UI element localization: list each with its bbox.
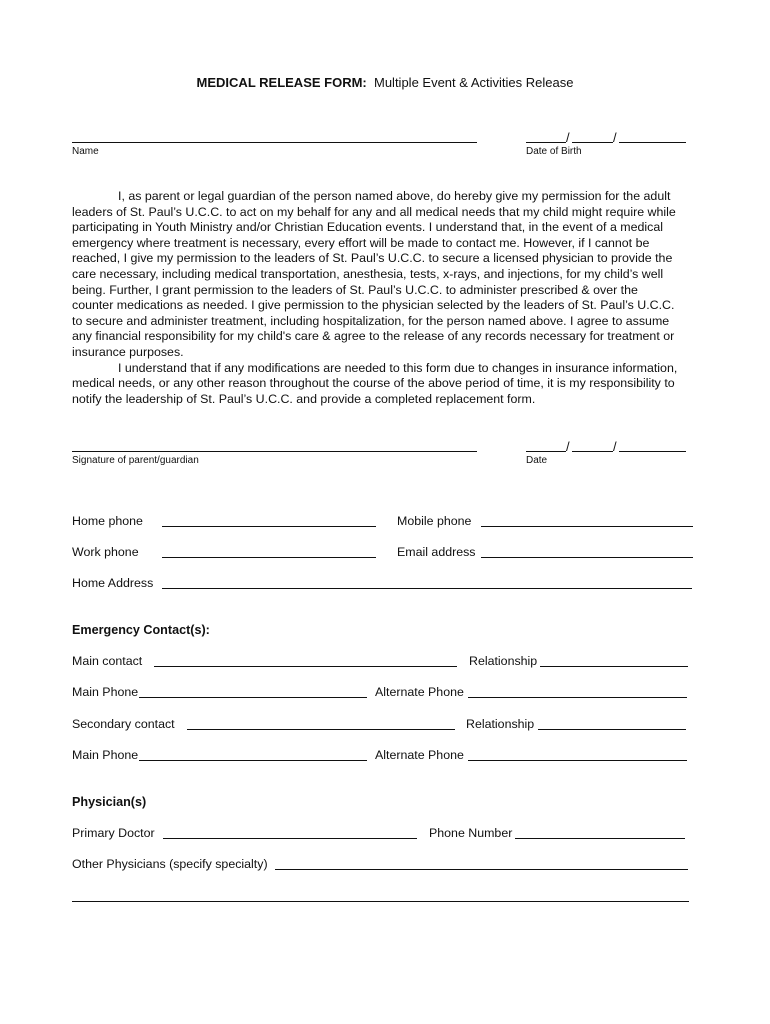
relationship-label-1: Relationship (469, 654, 538, 668)
phone-number-label: Phone Number (429, 826, 513, 840)
title-rest: Multiple Event & Activities Release (374, 75, 574, 90)
date-slash-1: / (566, 439, 570, 454)
title-bold: MEDICAL RELEASE FORM: (196, 75, 367, 90)
work-phone-label: Work phone (72, 545, 139, 559)
consent-line: emergency where treatment is necessary, every effort will be made to contact me. However, if I cannot be (72, 235, 650, 250)
phone-number-field[interactable] (515, 838, 685, 839)
other-physicians-field-extra[interactable] (72, 901, 689, 902)
dob-label: Date of Birth (526, 146, 582, 157)
email-label: Email address (397, 545, 476, 559)
dob-day-field[interactable] (572, 142, 613, 143)
main-phone-label-1: Main Phone (72, 685, 139, 699)
consent-line: notify the leadership of St. Paul’s U.C.C. and provide a completed replacement form. (72, 391, 536, 406)
relationship-field-2[interactable] (538, 729, 686, 730)
mobile-phone-field[interactable] (481, 526, 693, 527)
consent-paragraph-1 (72, 189, 694, 407)
relationship-label-2: Relationship (466, 717, 535, 731)
primary-doctor-label: Primary Doctor (72, 826, 155, 840)
signature-label: Signature of parent/guardian (72, 455, 199, 466)
dob-slash-1: / (566, 130, 570, 145)
primary-doctor-field[interactable] (163, 838, 417, 839)
secondary-contact-field[interactable] (187, 729, 455, 730)
consent-line: participating in Youth Ministry and/or Christian Education events. I understand that, in the event of a medical (72, 220, 663, 235)
alternate-phone-label-1: Alternate Phone (375, 685, 464, 699)
consent-line: medical needs, or any other reason throughout the course of the above period of time, it is my responsibility to (72, 376, 675, 391)
consent-line: leaders of St. Paul’s U.C.C. to act on my behalf for any and all medical needs that my child might require while (72, 204, 676, 219)
consent-line: being. Further, I grant permission to the leaders of St. Paul’s U.C.C. to administer prescribed & over the (72, 282, 638, 297)
date-label: Date (526, 455, 548, 466)
home-address-label: Home Address (72, 576, 154, 590)
email-field[interactable] (481, 557, 693, 558)
consent-line: I, as parent or legal guardian of the person named above, do hereby give my permission for the adult (118, 189, 671, 203)
alternate-phone-label-2: Alternate Phone (375, 748, 464, 762)
consent-line: reached, I give my permission to the leaders of St. Paul’s U.C.C. to secure a licensed physician to provide the (72, 251, 673, 266)
main-phone-field-2[interactable] (139, 760, 367, 761)
main-contact-label: Main contact (72, 654, 143, 668)
home-phone-field[interactable] (162, 526, 376, 527)
date-slash-2: / (613, 439, 617, 454)
emergency-heading: Emergency Contact(s): (72, 623, 210, 637)
date-year-field[interactable] (619, 451, 686, 452)
main-contact-field[interactable] (154, 666, 457, 667)
date-month-field[interactable] (526, 451, 566, 452)
main-phone-field-1[interactable] (139, 697, 367, 698)
relationship-field-1[interactable] (540, 666, 688, 667)
dob-month-field[interactable] (526, 142, 566, 143)
dob-year-field[interactable] (619, 142, 686, 143)
secondary-contact-label: Secondary contact (72, 717, 175, 731)
work-phone-field[interactable] (162, 557, 376, 558)
consent-line: counter medications as needed. I give permission to the physician selected by the leaders of St. Paul’s U.C.C. (72, 298, 675, 313)
physicians-heading: Physician(s) (72, 795, 147, 809)
page-title (0, 75, 770, 90)
other-physicians-label: Other Physicians (specify specialty) (72, 857, 268, 871)
main-phone-label-2: Main Phone (72, 748, 139, 762)
name-field[interactable] (72, 142, 477, 143)
date-day-field[interactable] (572, 451, 613, 452)
consent-line: insurance purposes. (72, 344, 184, 359)
consent-line: care necessary, including medical transportation, anesthesia, tests, x-rays, and injections, for my child’s well (72, 266, 664, 281)
mobile-phone-label: Mobile phone (397, 514, 472, 528)
consent-line: to secure and administer treatment, including hospitalization, for the person named above. I agree to assume (72, 313, 670, 328)
home-phone-label: Home phone (72, 514, 143, 528)
alternate-phone-field-1[interactable] (468, 697, 687, 698)
alternate-phone-field-2[interactable] (468, 760, 687, 761)
consent-line: any financial responsibility for my child's care & agree to the release of any records necessary for treatment or (72, 329, 675, 344)
other-physicians-field[interactable] (275, 869, 688, 870)
consent-line: I understand that if any modifications are needed to this form due to changes in insurance information, (118, 360, 678, 375)
dob-slash-2: / (613, 130, 617, 145)
signature-field[interactable] (72, 451, 477, 452)
home-address-field[interactable] (162, 588, 692, 589)
name-label: Name (72, 146, 99, 157)
